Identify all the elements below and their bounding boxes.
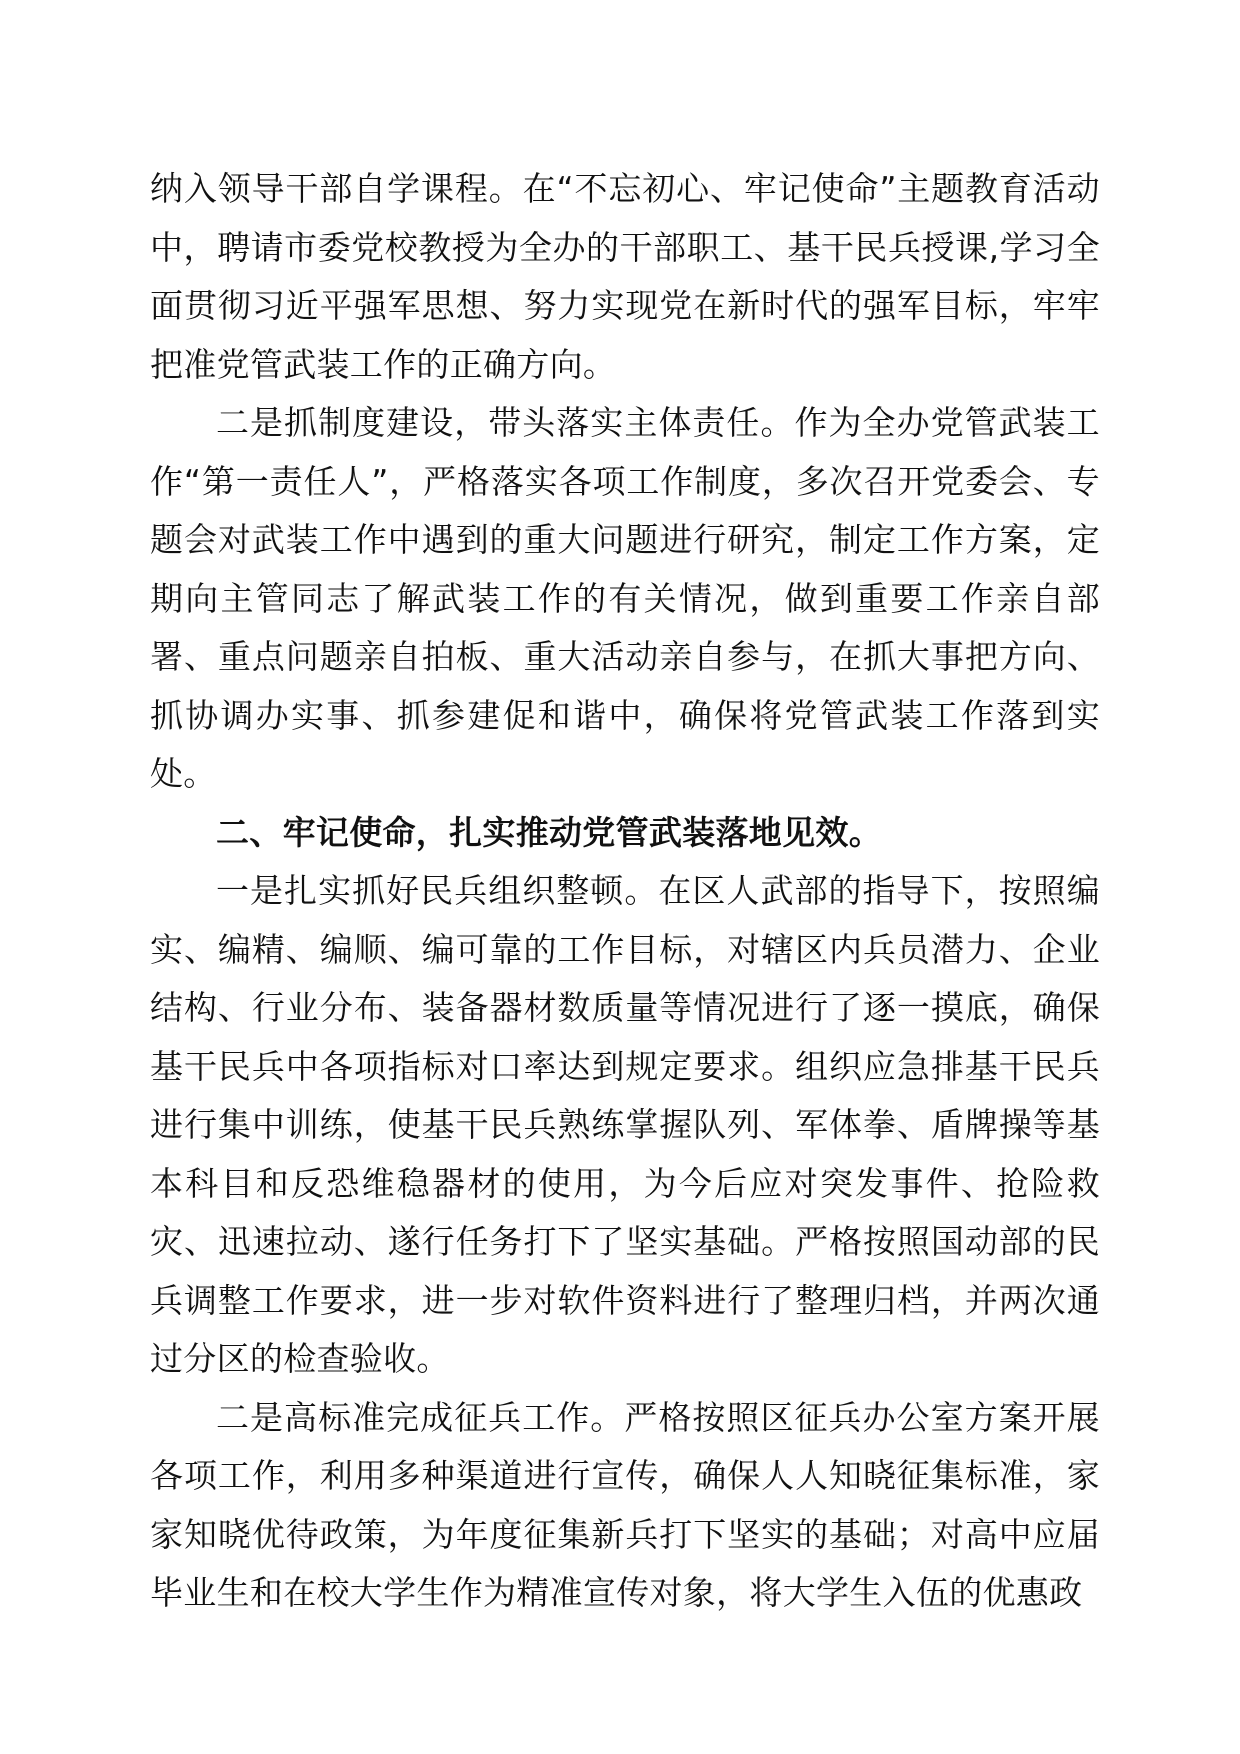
- section-heading-mission: 二、牢记使命，扎实推动党管武装落地见效。: [216, 812, 882, 852]
- paragraph-militia-organization: 一是扎实抓好民兵组织整顿。在区人武部的指导下，按照编实、编精、编顺、编可靠的工作目标，对辖区内兵员潜力、企业结构、行业分布、装备器材数质量等情况进行了逐一摸底，确保基干民兵中各项指标对口率达到规定要求。组织应急排基干民兵进行集中训练，使基干民兵熟练掌握队列、军体拳、盾牌操等基本科目和反恐维稳器材的使用，为今后应对突发事件、抢险救灾、迅速拉动、遂行任务打下了坚实基础。严格按照国动部的民兵调整工作要求，进一步对软件资料进行了整理归档，并两次通过分区的检查验收。: [150, 871, 1100, 1378]
- paragraph-institution-building: 二是抓制度建设，带头落实主体责任。作为全办党管武装工作“第一责任人”，严格落实各项工作制度，多次召开党委会、专题会对武装工作中遇到的重大问题进行研究，制定工作方案，定期向主管同志了解武装工作的有关情况，做到重要工作亲自部署、重点问题亲自拍板、重大活动亲自参与，在抓大事把方向、抓协调办实事、抓参建促和谐中，确保将党管武装工作落到实处。: [150, 403, 1100, 793]
- paragraph-continuation: 纳入领导干部自学课程。在“不忘初心、牢记使命”主题教育活动中，聘请市委党校教授为全办的干部职工、基干民兵授课,学习全面贯彻习近平强军思想、努力实现党在新时代的强军目标，牢牢把准党管武装工作的正确方向。: [150, 169, 1100, 384]
- paragraph-conscription-work: 二是高标准完成征兵工作。严格按照区征兵办公室方案开展各项工作，利用多种渠道进行宣传，确保人人知晓征集标准，家家知晓优待政策，为年度征集新兵打下坚实的基础；对高中应届毕业生和在校大学生作为精准宣传对象，将大学生入伍的优惠政: [150, 1397, 1100, 1612]
- document-body: [150, 160, 1100, 1623]
